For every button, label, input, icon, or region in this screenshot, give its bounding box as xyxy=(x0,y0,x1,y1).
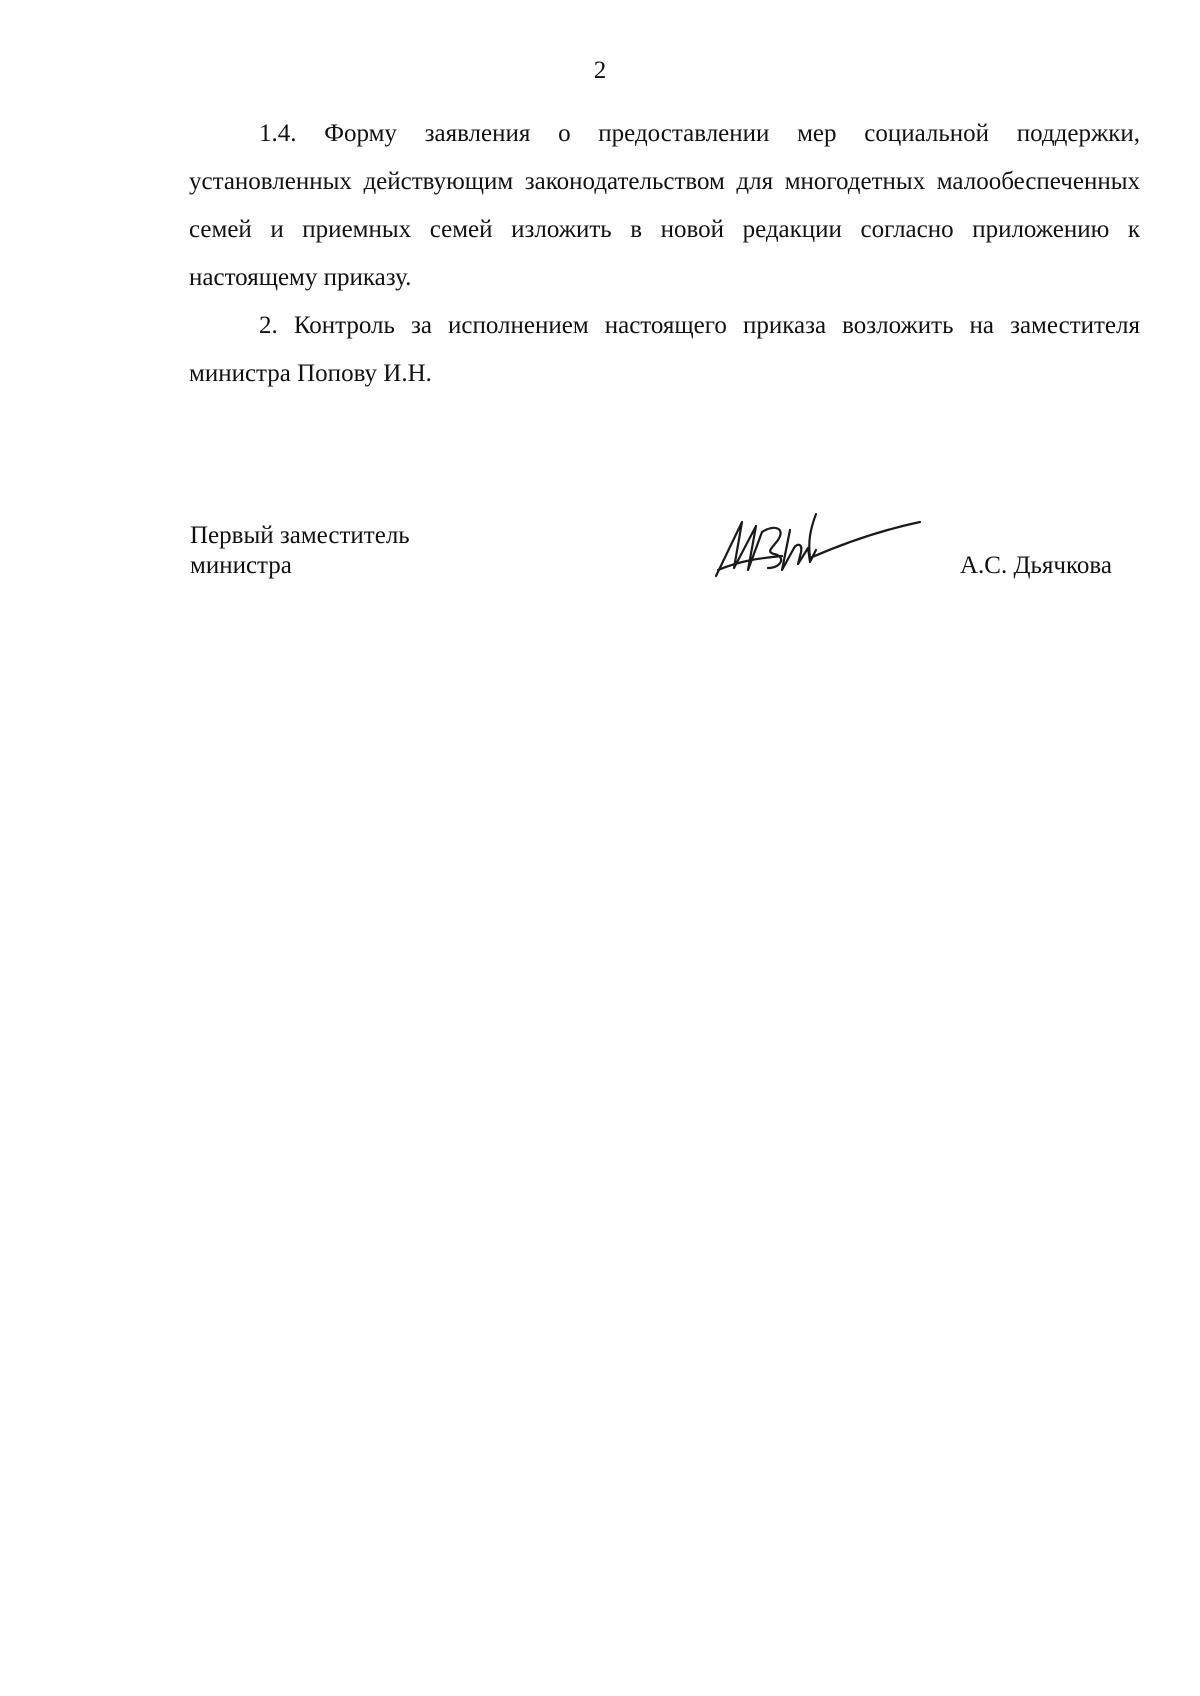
paragraph-2: 2. Контроль за исполнением настоящего приказа возложить на заместителя министра Попову И.Н. xyxy=(189,312,1140,387)
paragraph-1-4: 1.4. Форму заявления о предоставлении мер социальной поддержки, установленных действующим законодательством для многодетных малообеспеченных семей и приемных семей изложить в новой редакции согласно приложению к настоящему приказу. xyxy=(189,120,1140,291)
signer-position xyxy=(190,521,410,581)
signer-position-line-1: Первый заместитель xyxy=(190,522,410,549)
signer-name: А.С. Дьячкова xyxy=(960,552,1112,579)
signer-position-line-2: министра xyxy=(190,552,292,579)
handwritten-signature-icon xyxy=(712,512,922,580)
page-number: 2 xyxy=(593,57,607,84)
document-body xyxy=(189,110,1140,398)
